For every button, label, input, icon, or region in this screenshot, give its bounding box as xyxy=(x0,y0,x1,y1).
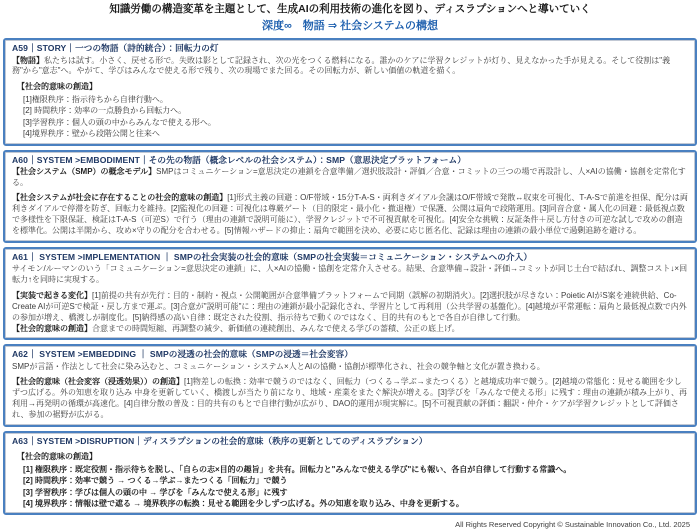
section-a61 xyxy=(3,247,697,340)
section-a63-title: A63｜SYSTEM >DISRUPTION｜ディスラプションの社会的意味（秩序の更新としてのディスラプション） xyxy=(12,435,428,446)
section-a61-title: A61｜ SYSTEM >IMPLEMENTATION ｜ SMPの社会実装の社会的意味（SMPの社会実装＝コミュニケーション・システムへの介入） xyxy=(12,251,533,262)
list-item: [3]学習秩序：個人の頭の中からみんなで使える形へ。 xyxy=(23,117,216,127)
a61-p2-lead: 【実装で起きる変化】 xyxy=(12,290,92,300)
a60-paragraph-2 xyxy=(12,193,688,237)
copyright-notice: All Rights Reserved Copyright © Sustainable Innovation Co., Ltd. 2025 xyxy=(455,520,690,530)
list-item: [4]境界秩序：壁から段階公開と往来へ xyxy=(23,129,160,139)
a61-p3-text: 合意までの時間短縮、再調整の減少、新価値の連続創出、みんなで使える学びの蓄積、公正の底上げ。 xyxy=(92,323,460,333)
a61-p1-text: サイモン/ルーマンのいう「コミュニケーション=意思決定の連鎖」に、人×AIの協働・協創を定常介入させる。結果、合意準備→設計・評価→コミットが同じ土台で結ばれ、調整コスト↓×回転力↑を同時に実現する。 xyxy=(12,264,688,285)
a59-story-lead: 【物語】 xyxy=(12,55,44,65)
a61-p2-text: [1]前提の共有が先行：目的・制約・視点・公開範囲が合意準備プラットフォームで同期（誤解の初期消火）。[2]選択肢が尽きない：Poietic AIがS案を連続供給、Co-Create AIが可逆Sで検証・戻し方まで運ぶ。[3]合意が"説明可能"に：理由の連鎖が最小記録化され、学習片として再利用（公共学習の基盤化）。[4]越境が平常運転：扇角と最低視点数で内外の参加が増え、橋渡しが制度化。[5]納得感の高い自律：既定された役割、指示待ちで動くのではなく、目的共有のもとで各自が自律して行動。 xyxy=(12,290,687,322)
a62-p2-text: [1]物差しの転換：効率で競うのではなく、回転力（つくる→学ぶ→またつくる）と越境成功率で競う。[2]越境の常態化：見せる範囲を少しずつ広げる。外の知恵を取り込み 中身を更新していく、橋渡しが当たり前になり、地域・産業をまたぐ解決が増える。[3]学びを「みんなで使える形」に残す：理由の連鎖が積み上がり、再利用→再発明の循環が高速化。[4]自律分散の普及：目的共有のもとで自律行動が広がり、DAO的運用が現実解に。[5]不可視貢献の評価：翻訳・仲介・ケアが学習クレジットとして評価され、参加の裾野が広がる。 xyxy=(12,377,687,420)
a59-list xyxy=(12,94,688,139)
a61-paragraph-2 xyxy=(12,291,688,324)
a59-story-paragraph xyxy=(12,56,688,78)
section-a60-title: A60｜SYSTEM >EMBODIMENT｜その先の物語（概念レベルの社会システム）：SMP（意思決定プラットフォーム） xyxy=(12,154,466,165)
a61-paragraph-1 xyxy=(12,264,688,286)
section-a63 xyxy=(3,431,697,515)
a59-story-text: 私たちは試す。小さく、戻せる形で。失敗は影として記録され、次の光をつくる燃料になる。誰かのケアに学習クレジットが灯り、見えなかった手が見える。そして役割は"義務"から"意志"へ。やがて、学びはみんなで使える形で残り、次の現場でまた回る。その回転力が、新しい価値の軌道を描く。 xyxy=(12,55,671,76)
list-item: [1] 権限秩序：既定役割・指示待ちを脱し、「自らの志×目的の趣旨」を共有。回転力と"みんなで使える学び"にも報い、各自が自律して行動する常識へ。 xyxy=(23,464,572,474)
section-a62-title: A62｜ SYSTEM >EMBEDDING ｜ SMPの浸透の社会的意味（SMPの浸透＝社会変容） xyxy=(12,349,353,360)
a62-paragraph-2 xyxy=(12,377,688,421)
a61-p3-lead: 【社会的意味の創造】 xyxy=(12,323,92,333)
list-item: [4] 境界秩序：情報は壁で遮る → 境界秩序の転換：見せる範囲を少しずつ広げる。外の知恵を取り込み、中身を更新する。 xyxy=(23,498,464,508)
a61-paragraph-3 xyxy=(12,324,688,335)
a60-p1-lead: 【社会システム（SMP）の概念モデル】 xyxy=(12,166,157,176)
page-title: 知識労働の構造変革を主題として、生成AIの利用技術の進化を図り、ディスラプションへと導いていく xyxy=(109,3,591,15)
a60-p1-text: SMPはコミュニケーション=意思決定の連鎖を合意準備／選択肢設計・評価／合意・コミットの三つの場で再設計し、人×AIの協働・協創を定常化する。 xyxy=(12,166,686,187)
a62-paragraph-1 xyxy=(12,362,688,373)
a63-list xyxy=(12,464,688,509)
a60-paragraph-1 xyxy=(12,167,688,189)
list-item: [1]権限秩序：指示待ちから自律行動へ。 xyxy=(23,95,168,105)
a59-subheading: 【社会的意味の創造】 xyxy=(17,82,97,92)
section-a59-title: A59｜STORY｜一つの物語（詩的統合）：回転力の灯 xyxy=(12,43,219,54)
a60-p2-text: [1]形式主義の回避：O/F帯域・15分T-A-S・両利きダイアル会議はO/F帯域で発散↔収束を可視化、T-A-Sで前進を担保、配分は両利きダイアルで停滞を防ぎ、回転力を維持。[2]監視化の回避：可視化は尊厳ゲート（目的限定・最小化・撤退権）で保護、公開は扇角で段階運用。[3]同音合意・属人化の回避：最低視点数で多様性を下限保証、検証はT-A-S（可逆S）で行う（理由の連鎖で説明可能に）、学習クレジットで不可視貢献を可視化。[4]安全な挑戦：反証条件＋戻し方付きの可逆な試しで攻めの創造を標準化。公開は半開から、攻め×守りの配分を合わせる。[5]情報ハザードの抑止：扇角で範囲を決め、必要に応じ匿名化、記録は理由の連鎖の最小単位で過剰追跡を避ける。 xyxy=(12,193,688,236)
list-item: [3] 学習秩序：学びは個人の頭の中 → 学びを「みんなで使える形」に残す xyxy=(23,487,288,497)
a62-p2-lead: 【社会的意味（社会変容（浸透効果））の創造】 xyxy=(12,377,184,387)
list-item: [2] 時間秩序：効率で競う → つくる→学ぶ→またつくる「回転力」で競う xyxy=(23,476,288,486)
section-a59 xyxy=(3,38,697,145)
a63-subheading: 【社会的意味の創造】 xyxy=(17,452,97,462)
list-item: [2] 時間秩序：効率の一点勝負から回転力へ。 xyxy=(23,106,187,116)
section-a60 xyxy=(3,150,697,243)
page-subtitle: 深度∞ 物語 ⇒ 社会システムの構想 xyxy=(261,19,439,32)
section-a62 xyxy=(3,344,697,427)
a62-p1-text: SMPが言語・作法として社会に染み込むと、コミュニケーション・システム×人とAIの協働・協創が標準化され、社会の競争軸と文化が置き換わる。 xyxy=(12,361,545,371)
a60-p2-lead: 【社会システムが社会に存在することの社会的意味の創造】 xyxy=(12,193,228,203)
